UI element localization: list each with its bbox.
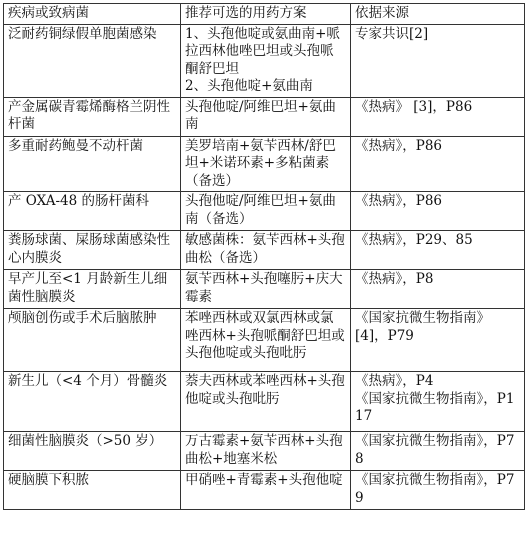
table-row: [4, 309, 525, 372]
cell-text: 专家共识[2]: [355, 25, 429, 42]
cell-text: 《热病》，P86: [355, 193, 443, 209]
source-cell: [351, 24, 525, 97]
cell-text: 《热病》 [3]，P86: [355, 98, 473, 115]
cell-text: 泛耐药铜绿假单胞菌感染: [8, 25, 157, 42]
cell-text: 多重耐药鲍曼不动杆菌: [8, 137, 143, 154]
cell-text: 《热病》，P29、85: [355, 232, 473, 248]
cell-text: 《国家抗微生物指南》，P78: [355, 433, 515, 467]
source-cell: [351, 97, 525, 136]
cell-text: 氨苄西林+头孢噻肟+庆大霉素: [185, 271, 343, 305]
header-regimen: 推荐可选的用药方案: [181, 4, 351, 25]
source-cell: [351, 432, 525, 471]
table-row: [4, 192, 525, 231]
table-header-row: [4, 4, 525, 25]
regimen-cell: [181, 432, 351, 471]
source-cell: [351, 471, 525, 510]
table-body: [4, 24, 525, 510]
table-row: [4, 231, 525, 270]
regimen-cell: [181, 192, 351, 231]
cell-text: 细菌性脑膜炎（>50 岁）: [8, 433, 163, 449]
disease-cell: [4, 432, 181, 471]
cell-text: 头孢他啶/阿维巴坦+氨曲南（备选）: [185, 193, 336, 227]
cell-text: 颅脑创伤或手术后脑脓肿: [8, 310, 157, 326]
table-row: [4, 24, 525, 97]
disease-cell: [4, 192, 181, 231]
regimen-cell: [181, 231, 351, 270]
cell-text: 《热病》，P8: [355, 271, 434, 287]
header-disease: 疾病或致病菌: [4, 4, 181, 25]
source-cell: [351, 309, 525, 372]
source-cell: [351, 231, 525, 270]
table-row: [4, 270, 525, 309]
cell-text: 《热病》，P86: [355, 137, 443, 154]
table-row: [4, 372, 525, 432]
source-cell: [351, 372, 525, 432]
cell-text: 产 OXA-48 的肠杆菌科: [8, 193, 150, 209]
cell-text: 萘夫西林或苯唑西林+头孢他啶或头孢吡肟: [185, 373, 345, 407]
disease-cell: [4, 136, 181, 192]
cell-text: 《热病》，P4 《国家抗微生物指南》，P117: [355, 373, 515, 424]
disease-cell: [4, 471, 181, 510]
cell-text: 粪肠球菌、屎肠球菌感染性心内膜炎: [8, 232, 170, 266]
cell-text: 1、头孢他啶或氨曲南+哌拉西林他唑巴坦或头孢哌酮舒巴坦 2、头孢他啶+氨曲南: [185, 25, 340, 94]
cell-text: 敏感菌株：氨苄西林+头孢曲松（备选）: [185, 232, 345, 266]
regimen-cell: [181, 24, 351, 97]
cell-text: 早产儿至<1 月龄新生儿细菌性脑膜炎: [8, 271, 168, 305]
cell-text: 新生儿（<4 个月）骨髓炎: [8, 373, 168, 389]
cell-text: 万古霉素+氨苄西林+头孢曲松+地塞米松: [185, 433, 343, 467]
regimen-cell: [181, 270, 351, 309]
regimen-cell: [181, 372, 351, 432]
regimen-table: [3, 3, 525, 510]
cell-text: 硬脑膜下积脓: [8, 472, 89, 488]
disease-cell: [4, 24, 181, 97]
table-row: [4, 136, 525, 192]
table-row: [4, 432, 525, 471]
cell-text: 美罗培南+氨苄西林/舒巴坦+米诺环素+多粘菌素（备选）: [185, 137, 336, 189]
source-cell: [351, 136, 525, 192]
cell-text: 《国家抗微生物指南》，P79: [355, 472, 515, 506]
source-cell: [351, 192, 525, 231]
cell-text: 《国家抗微生物指南》[4]，P79: [355, 310, 490, 344]
regimen-cell: [181, 471, 351, 510]
source-cell: [351, 270, 525, 309]
disease-cell: [4, 270, 181, 309]
cell-text: 产金属碳青霉烯酶格兰阴性杆菌: [8, 98, 170, 132]
cell-text: 甲硝唑+青霉素+头孢他啶: [185, 472, 343, 488]
regimen-cell: [181, 97, 351, 136]
cell-text: 头孢他啶/阿维巴坦+氨曲南: [185, 98, 336, 132]
disease-cell: [4, 231, 181, 270]
regimen-cell: [181, 136, 351, 192]
cell-text: 苯唑西林或双氯西林或氯唑西林+头孢哌酮舒巴坦或头孢他啶或头孢吡肟: [185, 310, 345, 361]
disease-cell: [4, 372, 181, 432]
disease-cell: [4, 309, 181, 372]
header-source: 依据来源: [351, 4, 525, 25]
regimen-cell: [181, 309, 351, 372]
disease-cell: [4, 97, 181, 136]
table-row: [4, 471, 525, 510]
table-row: [4, 97, 525, 136]
